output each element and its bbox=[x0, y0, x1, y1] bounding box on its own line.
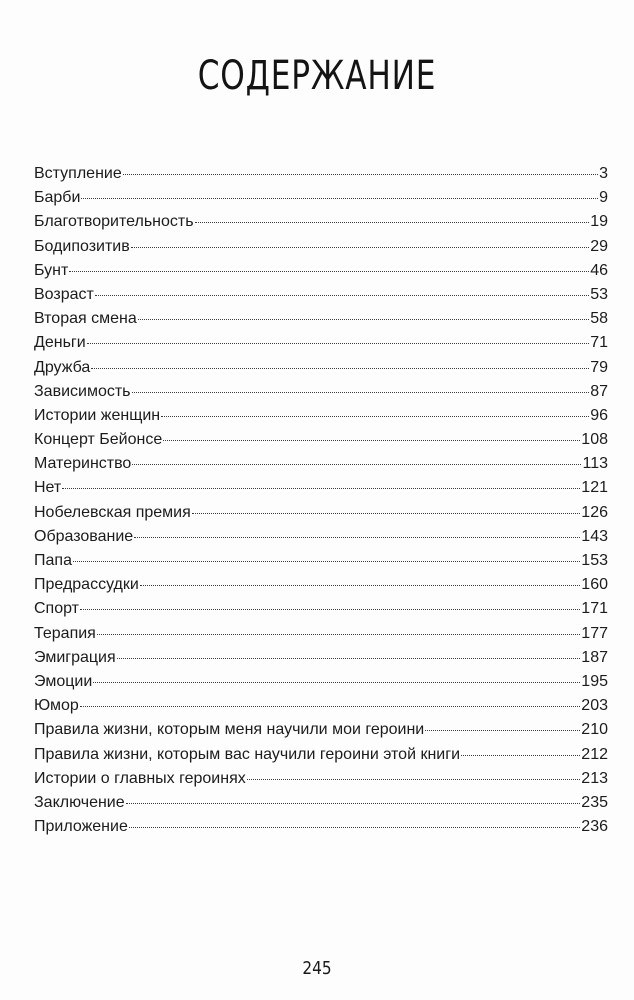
toc-entry bbox=[34, 331, 608, 355]
dot-leader bbox=[163, 426, 580, 441]
toc-entry bbox=[34, 646, 608, 670]
toc-entry-title: Правила жизни, которым вас научили героини этой книги bbox=[34, 745, 461, 763]
toc-entry-title: Эмиграция bbox=[34, 648, 116, 666]
toc-entry-title: Заключение bbox=[34, 793, 125, 811]
toc-entry-title: Дружба bbox=[34, 358, 91, 376]
page-title: СОДЕРЖАНИЕ bbox=[197, 53, 437, 99]
toc-entry-page-number: 108 bbox=[581, 431, 608, 449]
dot-leader bbox=[117, 643, 581, 658]
toc-entry-page-number: 79 bbox=[590, 358, 608, 376]
dot-leader bbox=[123, 160, 598, 175]
toc-entry-page-number: 143 bbox=[581, 527, 608, 545]
toc-entry-title: Истории о главных героинях bbox=[34, 769, 246, 787]
toc-entry-page-number: 126 bbox=[581, 503, 608, 521]
dot-leader bbox=[134, 522, 580, 537]
toc-entry-title: Истории женщин bbox=[34, 406, 161, 424]
table-of-contents bbox=[34, 162, 608, 839]
toc-entry bbox=[34, 767, 608, 791]
toc-entry-page-number: 19 bbox=[590, 213, 608, 231]
toc-entry bbox=[34, 356, 608, 380]
dot-leader bbox=[69, 256, 589, 271]
toc-entry bbox=[34, 815, 608, 839]
dot-leader bbox=[131, 232, 589, 247]
toc-entry-page-number: 177 bbox=[581, 624, 608, 642]
toc-entry-page-number: 195 bbox=[581, 672, 608, 690]
toc-entry-page-number: 96 bbox=[590, 406, 608, 424]
toc-entry-title: Юмор bbox=[34, 697, 79, 715]
dot-leader bbox=[73, 547, 580, 562]
dot-leader bbox=[91, 353, 589, 368]
toc-entry-title: Терапия bbox=[34, 624, 96, 642]
toc-entry-page-number: 212 bbox=[581, 745, 608, 763]
toc-entry-title: Барби bbox=[34, 189, 81, 207]
dot-leader bbox=[129, 813, 580, 828]
dot-leader bbox=[425, 716, 580, 731]
dot-leader bbox=[247, 764, 581, 779]
toc-entry-page-number: 213 bbox=[581, 769, 608, 787]
toc-entry bbox=[34, 549, 608, 573]
toc-entry bbox=[34, 597, 608, 621]
toc-entry-title: Бунт bbox=[34, 261, 69, 279]
toc-entry-page-number: 160 bbox=[581, 576, 608, 594]
toc-entry bbox=[34, 791, 608, 815]
page-number: 245 bbox=[302, 958, 332, 979]
toc-entry-title: Папа bbox=[34, 552, 72, 569]
toc-entry-title: Благотворительность bbox=[34, 213, 194, 231]
toc-entry bbox=[34, 694, 608, 718]
dot-leader bbox=[192, 498, 581, 513]
toc-entry-title: Возраст bbox=[34, 285, 94, 303]
toc-entry-page-number: 187 bbox=[581, 648, 608, 666]
toc-entry-page-number: 236 bbox=[581, 818, 608, 836]
toc-entry bbox=[34, 235, 608, 259]
toc-entry bbox=[34, 452, 608, 476]
dot-leader bbox=[195, 208, 590, 223]
dot-leader bbox=[138, 305, 589, 320]
dot-leader bbox=[132, 450, 581, 465]
toc-entry bbox=[34, 573, 608, 597]
toc-entry-page-number: 121 bbox=[581, 479, 608, 497]
dot-leader bbox=[126, 788, 581, 803]
toc-entry-page-number: 53 bbox=[590, 285, 608, 303]
toc-entry-page-number: 113 bbox=[582, 455, 608, 473]
toc-entry-title: Предрассудки bbox=[34, 576, 139, 594]
toc-entry-title: Бодипозитив bbox=[34, 237, 130, 255]
toc-entry bbox=[34, 525, 608, 549]
toc-entry-title: Вторая смена bbox=[34, 310, 137, 328]
toc-entry-page-number: 46 bbox=[590, 261, 608, 279]
toc-entry bbox=[34, 670, 608, 694]
dot-leader bbox=[81, 184, 598, 199]
toc-entry bbox=[34, 622, 608, 646]
toc-entry-title: Спорт bbox=[34, 600, 79, 618]
toc-entry-title: Концерт Бейонсе bbox=[34, 431, 163, 449]
toc-entry-title: Вступление bbox=[34, 165, 122, 182]
toc-entry-page-number: 58 bbox=[590, 310, 608, 328]
toc-entry-title: Нобелевская премия bbox=[34, 503, 191, 521]
toc-entry bbox=[34, 476, 608, 500]
toc-entry-page-number: 71 bbox=[590, 334, 608, 352]
dot-leader bbox=[87, 329, 590, 344]
toc-entry-page-number: 171 bbox=[581, 600, 608, 618]
dot-leader bbox=[132, 377, 590, 392]
dot-leader bbox=[95, 281, 589, 296]
toc-entry-page-number: 153 bbox=[581, 552, 608, 569]
dot-leader bbox=[140, 571, 580, 586]
dot-leader bbox=[80, 595, 580, 610]
dot-leader bbox=[161, 401, 589, 416]
dot-leader bbox=[461, 740, 580, 755]
toc-entry-title: Образование bbox=[34, 527, 134, 545]
toc-entry bbox=[34, 162, 608, 186]
toc-entry bbox=[34, 307, 608, 331]
toc-entry bbox=[34, 186, 608, 210]
toc-entry bbox=[34, 380, 608, 404]
toc-entry-title: Приложение bbox=[34, 818, 128, 836]
toc-entry-title: Нет bbox=[34, 479, 62, 497]
dot-leader bbox=[93, 668, 580, 683]
toc-entry bbox=[34, 283, 608, 307]
dot-leader bbox=[62, 474, 580, 489]
toc-entry bbox=[34, 718, 608, 742]
toc-entry bbox=[34, 210, 608, 234]
toc-entry bbox=[34, 404, 608, 428]
toc-entry-page-number: 235 bbox=[581, 793, 608, 811]
toc-entry-title: Эмоции bbox=[34, 672, 93, 690]
toc-entry bbox=[34, 501, 608, 525]
toc-entry-page-number: 29 bbox=[590, 237, 608, 255]
toc-entry-title: Материнство bbox=[34, 455, 132, 473]
toc-entry-page-number: 87 bbox=[590, 382, 608, 400]
toc-entry-page-number: 3 bbox=[599, 165, 608, 182]
toc-entry bbox=[34, 743, 608, 767]
toc-entry-title: Зависимость bbox=[34, 382, 131, 400]
toc-entry-page-number: 203 bbox=[581, 697, 608, 715]
toc-entry bbox=[34, 428, 608, 452]
toc-entry-page-number: 9 bbox=[599, 189, 608, 207]
toc-entry-title: Правила жизни, которым меня научили мои героини bbox=[34, 721, 425, 739]
toc-entry bbox=[34, 259, 608, 283]
dot-leader bbox=[97, 619, 580, 634]
dot-leader bbox=[80, 692, 581, 707]
toc-entry-title: Деньги bbox=[34, 334, 86, 352]
toc-entry-page-number: 210 bbox=[581, 721, 608, 739]
